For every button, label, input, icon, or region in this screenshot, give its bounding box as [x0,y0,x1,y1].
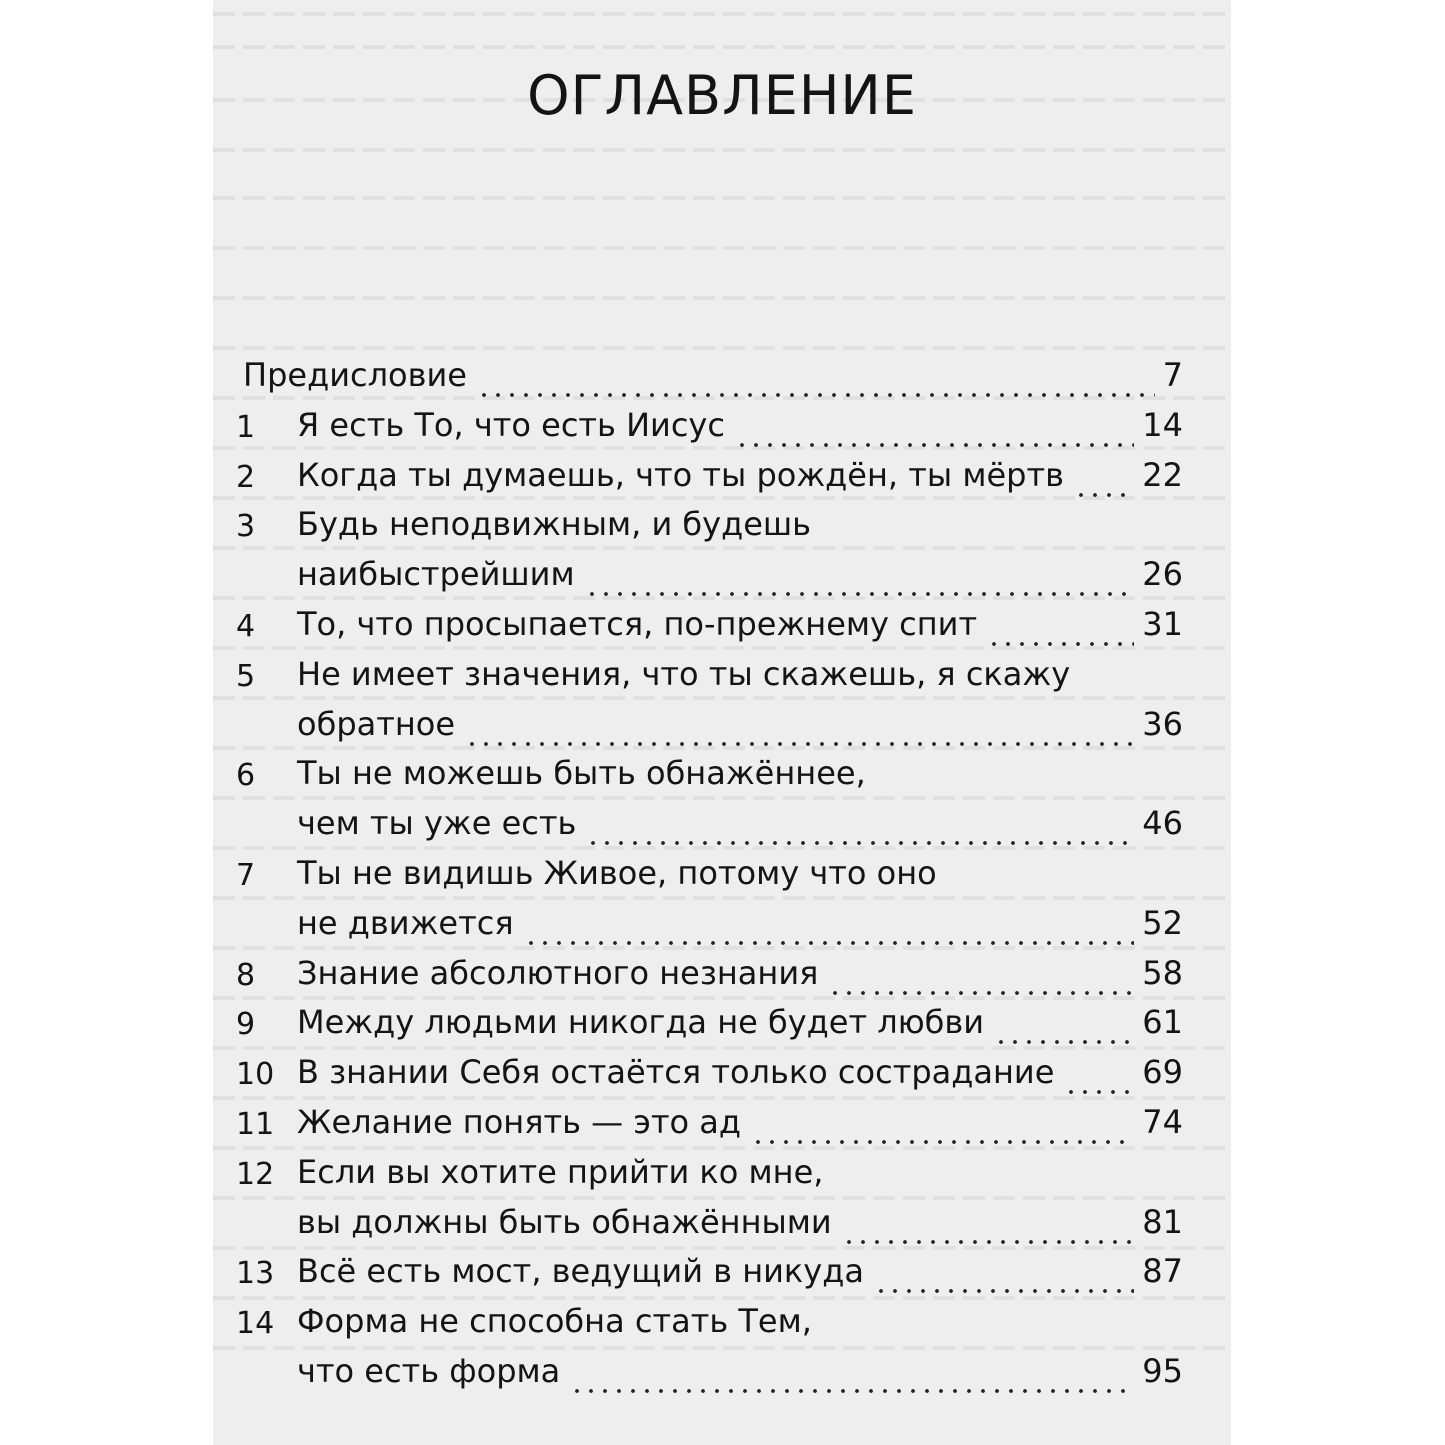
dot-leader [1074,492,1134,498]
page-number: 95 [1142,1352,1183,1390]
dot-leader [524,940,1134,946]
dot-leader [477,392,1155,398]
chapter-title: что есть форма [297,1352,561,1390]
toc-line [213,705,1231,757]
toc-line [213,1053,1231,1105]
chapter-number: 14 [236,1306,275,1342]
chapter-title: Ты не видишь Живое, потому что оно [297,854,937,892]
chapter-title: Не имеет значения, что ты скажешь, я скажу [297,654,1071,693]
dot-leader [842,1239,1134,1245]
chapter-title: вы должны быть обнажёнными [297,1202,832,1241]
toc-line [213,356,1231,408]
chapter-title: Когда ты думаешь, что ты рождён, ты мёртв [297,455,1064,494]
chapter-title: Форма не способна стать Тем, [297,1302,812,1341]
toc-line [213,605,1231,657]
chapter-number: 11 [236,1107,275,1142]
chapter-number: 5 [236,658,256,694]
table-of-contents [213,0,1231,1445]
toc-line [213,904,1231,956]
dot-leader [585,591,1134,597]
toc-line [213,1302,1231,1354]
chapter-title: не движется [297,903,514,942]
chapter-title: Всё есть мост, ведущий в никуда [297,1252,864,1291]
dot-leader [465,741,1134,747]
page-number: 31 [1142,605,1183,643]
chapter-number: 12 [236,1156,275,1192]
chapter-title: Желание понять — это ад [297,1103,741,1141]
dot-leader [828,990,1134,996]
page-number: 74 [1142,1103,1183,1141]
chapter-number: 7 [236,858,256,893]
chapter-number: 13 [236,1256,275,1292]
chapter-number: 4 [236,609,256,644]
toc-line [213,655,1231,707]
chapter-title: Будь неподвижным, и будешь [297,505,812,544]
chapter-number: 3 [236,509,256,545]
chapter-title: чем ты уже есть [297,804,577,843]
chapter-title: Я есть То, что есть Иисус [297,405,725,444]
chapter-number: 2 [236,459,256,495]
chapter-title: Если вы хотите прийти ко мне, [297,1152,824,1191]
chapter-number: 9 [236,1007,256,1043]
page-number: 7 [1162,356,1183,394]
toc-line [213,804,1231,856]
chapter-number: 6 [236,758,256,794]
chapter-number: 10 [236,1057,275,1093]
dot-leader [874,1288,1134,1294]
page-number: 46 [1142,804,1183,843]
chapter-title: Предисловие [243,356,467,394]
chapter-title: В знании Себя остаётся только сострадание [297,1053,1055,1092]
toc-line [213,754,1231,806]
chapter-title: Ты не можешь быть обнажённее, [297,754,866,793]
page-number: 26 [1142,555,1183,594]
chapter-title: Между людьми никогда не будет любви [297,1003,985,1042]
toc-line [213,1252,1231,1304]
page-number: 69 [1142,1053,1183,1092]
toc-line [213,456,1231,508]
toc-line [213,1203,1231,1255]
page-title: ОГЛАВЛЕНИЕ [527,64,917,127]
page-number: 81 [1142,1202,1183,1241]
book-page [213,0,1231,1445]
toc-line [213,505,1231,557]
page-number: 87 [1142,1252,1183,1291]
toc-line [213,1352,1231,1404]
chapter-title: наибыстрейшим [297,555,575,594]
page-number: 14 [1142,405,1183,444]
chapter-number: 8 [236,957,256,993]
dot-leader [987,641,1134,647]
page-number: 58 [1142,953,1183,992]
dot-leader [735,442,1134,448]
page-number: 22 [1142,455,1183,494]
toc-line [213,954,1231,1006]
chapter-title: обратное [297,704,456,743]
page-number: 52 [1142,903,1183,942]
page-number: 61 [1142,1003,1183,1042]
chapter-title: То, что просыпается, по-прежнему спит [297,605,978,643]
toc-line [213,555,1231,607]
dot-leader [751,1139,1134,1145]
chapter-number: 1 [236,409,256,445]
toc-line [213,854,1231,906]
dot-leader [994,1039,1134,1045]
chapter-title: Знание абсолютного незнания [297,953,819,992]
dot-leader [570,1388,1134,1394]
toc-line [213,406,1231,458]
toc-line [213,1103,1231,1155]
toc-line [213,1153,1231,1205]
page-number: 36 [1142,704,1183,743]
dot-leader [1064,1089,1134,1095]
toc-line [213,1003,1231,1055]
dot-leader [586,840,1134,846]
